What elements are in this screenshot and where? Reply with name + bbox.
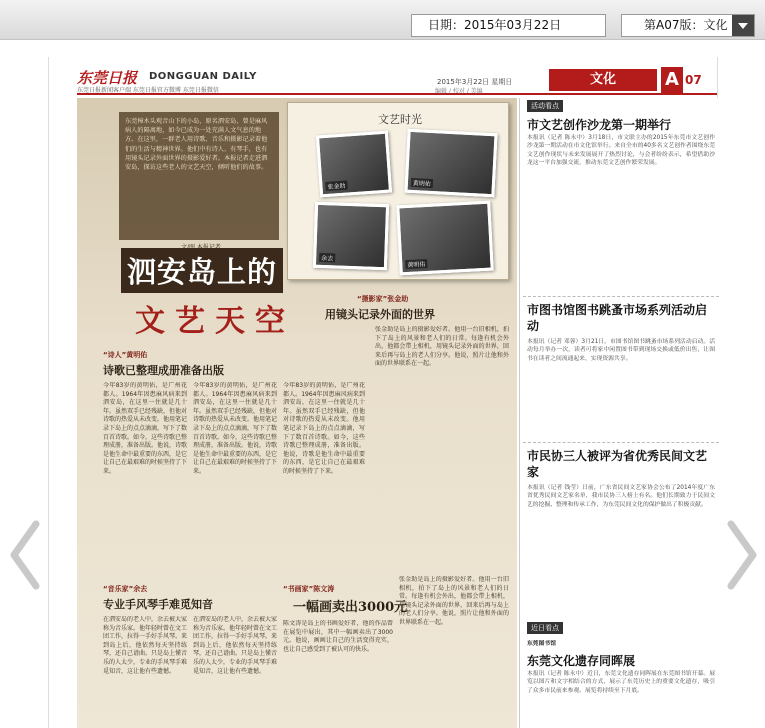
page-number: 07	[685, 73, 702, 87]
brief-body: 本报讯（记者 邓蓉）3月21日，市图书馆图书跳蚤市场系列活动启动。活动每月举办一次，读者可将家中闲置图书带到现场交换或低价出售，让图书在读者之间流通起来，实现资源共享。	[527, 339, 715, 362]
feature-title-line2: 文艺天空	[135, 304, 295, 339]
story-kicker: “摄影家”张金助	[357, 295, 409, 303]
previous-page-icon[interactable]	[8, 520, 42, 590]
brief-body: 本报讯（记者 陈永中）近日，东莞文化遗存同晖展在东莞图书馆开幕。展览以图片和文字相结合的方式，展示了东莞历史上的重要文化遗存，吸引了众多市民前来参观。展览将持续至下月底。	[527, 671, 715, 694]
newspaper-logo-en: DONGGUAN DAILY	[149, 71, 257, 82]
story-body: 今年83岁的黄明佑，是广州花都人。1964年因患麻风病来到泗安岛，在这里一住就是几十年。虽然双手已经残缺，但他对诗歌的热爱从未改变。他用笔记录下岛上的点点滴滴，写下了数百首诗歌。如今，这些诗歌已整理成册，准备出版。他说，诗歌是他生命中最重要的东西，是它让自己在最艰难的时候坚持了下来。	[283, 382, 365, 475]
issue-date: 2015年3月22日 星期日	[437, 78, 513, 86]
brief-headline[interactable]: 市图书馆图书跳蚤市场系列活动启动	[527, 303, 708, 333]
edition-label: 第A07版：文化	[644, 18, 728, 32]
edition-selector[interactable]	[621, 14, 755, 37]
newspaper-logo: 东莞日报	[77, 69, 138, 87]
feature-article[interactable]	[77, 98, 517, 728]
brief-headline[interactable]: 市民协三人被评为省优秀民间文艺家	[527, 449, 708, 479]
chevron-down-icon[interactable]	[732, 15, 754, 36]
story-headline: 专业手风琴手难觅知音	[103, 598, 213, 611]
story-headline: 用镜头记录外面的世界	[325, 308, 435, 321]
portrait-photo: 黄明佑	[396, 201, 494, 276]
brief-kicker: 东莞图书馆	[527, 641, 556, 647]
portrait-photo: 张金助	[316, 131, 392, 198]
story-body: 在泗安岛的老人中，余去被大家称为音乐家。他年轻时曾在文工团工作，拉得一手好手风琴。来到岛上后，他依然每天坚持练琴，还自己谱曲。只是岛上懂音乐的人太少，专业的手风琴手难觅知音，这让他有些遗憾。	[193, 616, 277, 675]
portrait-photo: 黄明佑	[404, 129, 497, 198]
news-briefs-column	[523, 98, 719, 728]
viewer-toolbar	[0, 0, 765, 40]
brief-body: 本报讯（记者 钱莹）日前，广东省民间文艺家协会公布了2014年度广东省优秀民间文艺家名单，我市民协三人榜上有名。他们长期致力于民间文艺的挖掘、整理和传承工作，为东莞民间文化的保护做出了积极贡献。	[527, 485, 715, 508]
section-name: 文化	[549, 69, 657, 91]
feature-title-line1: 泗安岛上的	[121, 248, 283, 293]
story-body: 张金助是岛上的摄影爱好者。他用一台旧相机，拍下了岛上的风景和老人们的日常。每逢有机会外出，他都会带上相机，用镜头记录外面的世界，回来后再与岛上的老人们分享。他说，照片让他和外面的世界联系在一起。	[399, 576, 509, 626]
masthead	[77, 65, 717, 95]
story-body: 今年83岁的黄明佑，是广州花都人。1964年因患麻风病来到泗安岛，在这里一住就是几十年。虽然双手已经残缺，但他对诗歌的热爱从未改变。他用笔记录下岛上的点点滴滴，写下了数百首诗歌。如今，这些诗歌已整理成册，准备出版。他说，诗歌是他生命中最重要的东西，是它让自己在最艰难的时候坚持了下来。	[103, 382, 187, 475]
brief-headline[interactable]: 市文艺创作沙龙第一期举行	[527, 118, 672, 132]
section-tag: 活动看点	[527, 100, 563, 112]
story-kicker: “书画家”陈文涛	[283, 585, 335, 593]
feature-intro: 东莞樟木头观音山下的小岛，原名泗安岛，曾是麻风病人的隔离地，如今已成为一处充满人文气息的地方。在这里，一群老人用诗歌、音乐和摄影记录着他们的生活与精神世界。他们中有诗人、有琴手，也有用镜头记录外面世界的摄影爱好者。本报记者走进泗安岛，探访这些老人的文艺天空，倾听他们的故事。	[119, 112, 279, 240]
story-body: 陈文涛是岛上的书画爱好者，他的作品曾在展览中展出，其中一幅画卖出了3000元。他说，画画让自己的生活变得充实，也让自己感受到了被认可的快乐。	[283, 620, 393, 653]
portrait-photo: 余去	[313, 202, 389, 271]
story-body: 张金助是岛上的摄影爱好者。他用一台旧相机，拍下了岛上的风景和老人们的日常。每逢有机会外出，他都会带上相机，用镜头记录外面的世界，回来后再与岛上的老人们分享。他说，照片让他和外面的世界联系在一起。	[375, 326, 509, 368]
column-divider	[519, 98, 520, 728]
story-body: 今年83岁的黄明佑，是广州花都人。1964年因患麻风病来到泗安岛，在这里一住就是几十年。虽然双手已经残缺，但他对诗歌的热爱从未改变。他用笔记录下岛上的点点滴滴，写下了数百首诗歌。如今，这些诗歌已整理成册，准备出版。他说，诗歌是他生命中最重要的东西，是它让自己在最艰难的时候坚持了下来。	[193, 382, 277, 475]
brief-headline[interactable]: 东莞文化遗存同晖展	[527, 654, 636, 668]
section-tag: 近日看点	[527, 622, 563, 634]
newspaper-page[interactable]	[48, 57, 718, 728]
story-headline: 一幅画卖出3000元	[293, 600, 408, 615]
masthead-links: 东莞日报新闻客户端 东莞日报官方微博 东莞日报微信	[77, 87, 219, 94]
story-headline: 诗歌已整理成册准备出版	[103, 364, 224, 377]
story-kicker: “音乐家”余去	[103, 585, 148, 593]
divider	[523, 296, 719, 297]
divider	[523, 442, 719, 443]
editor-info: 编辑 / 校对 / 美编	[435, 88, 483, 95]
story-kicker: “诗人”黄明佑	[103, 351, 148, 359]
next-page-icon[interactable]	[725, 520, 759, 590]
page-letter: A	[661, 67, 683, 93]
notebook-title: 文艺时光	[378, 113, 422, 126]
story-body: 在泗安岛的老人中，余去被大家称为音乐家。他年轻时曾在文工团工作，拉得一手好手风琴。来到岛上后，他依然每天坚持练琴，还自己谱曲。只是岛上懂音乐的人太少，专业的手风琴手难觅知音，这让他有些遗憾。	[103, 616, 187, 675]
photo-notebook	[287, 102, 509, 280]
date-selector[interactable]: 日期：2015年03月22日	[411, 14, 606, 37]
brief-body: 本报讯（记者 陈永中）3月18日，市文联主办的2015年东莞市文艺创作沙龙第一期活动在市文化馆举行。来自全市的40多名文艺创作者围绕东莞文艺创作现状与未来发展展开了热烈讨论，与会者纷纷表示，希望借助沙龙这一平台加强交流，推动东莞文艺创作繁荣发展。	[527, 135, 715, 166]
